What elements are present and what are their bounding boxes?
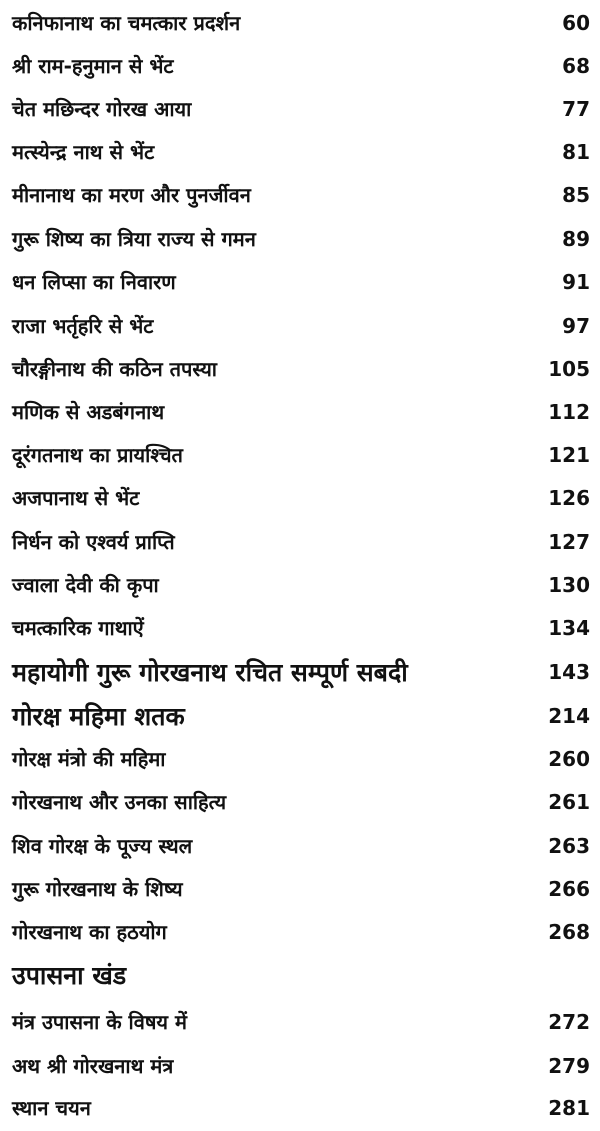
toc-entry-page: 91 bbox=[562, 270, 590, 294]
toc-row bbox=[12, 219, 590, 259]
toc-row bbox=[12, 869, 590, 909]
toc-entry-title: चौरङ्गीनाथ की कठिन तपस्या bbox=[12, 357, 217, 381]
toc-entry-title: गुरू शिष्य का त्रिया राज्य से गमन bbox=[12, 227, 256, 251]
toc-row bbox=[12, 392, 590, 432]
toc-entry-title: गुरू गोरखनाथ के शिष्य bbox=[12, 877, 183, 901]
toc-entry-title: महायोगी गुरू गोरखनाथ रचित सम्पूर्ण सबदी bbox=[12, 657, 408, 687]
toc-entry-title: मत्स्येन्द्र नाथ से भेंट bbox=[12, 140, 155, 164]
toc-entry-title: श्री राम-हनुमान से भेंट bbox=[12, 54, 174, 78]
toc-entry-page: 121 bbox=[548, 443, 590, 467]
toc-entry-title: शिव गोरक्ष के पूज्य स्थल bbox=[12, 834, 193, 858]
toc-entry-page: 112 bbox=[548, 400, 590, 424]
toc-entry-page: 97 bbox=[562, 314, 590, 338]
toc-entry-page: 272 bbox=[548, 1010, 590, 1034]
toc-row bbox=[12, 132, 590, 172]
toc-entry-page: 268 bbox=[548, 920, 590, 944]
toc-entry-page: 126 bbox=[548, 486, 590, 510]
toc-entry-page: 89 bbox=[562, 227, 590, 251]
toc-row bbox=[12, 565, 590, 605]
toc-row bbox=[12, 608, 590, 648]
toc-entry-title: चमत्कारिक गाथाऐं bbox=[12, 616, 144, 640]
toc-entry-title: गोरखनाथ और उनका साहित्य bbox=[12, 790, 227, 814]
toc-entry-title: मंत्र उपासना के विषय में bbox=[12, 1010, 187, 1034]
toc-entry-title: गोरखनाथ का हठयोग bbox=[12, 920, 167, 944]
toc-row bbox=[12, 522, 590, 562]
toc-entry-page: 81 bbox=[562, 140, 590, 164]
toc-entry-title: चेत मछिन्दर गोरख आया bbox=[12, 97, 192, 121]
toc-entry-page: 85 bbox=[562, 183, 590, 207]
toc-entry-page: 266 bbox=[548, 877, 590, 901]
toc-entry-title: मीनानाथ का मरण और पुनर्जीवन bbox=[12, 183, 251, 207]
toc-entry-title: मणिक से अडबंगनाथ bbox=[12, 400, 165, 424]
toc-entry-title: निर्धन को एश्वर्य प्राप्ति bbox=[12, 530, 175, 554]
toc-entry-title: गोरक्ष मंत्रो की महिमा bbox=[12, 747, 166, 771]
toc-row bbox=[12, 696, 590, 736]
toc-entry-page: 77 bbox=[562, 97, 590, 121]
toc-entry-page: 68 bbox=[562, 54, 590, 78]
toc-entry-page: 143 bbox=[548, 660, 590, 684]
toc-row bbox=[12, 3, 590, 43]
toc-entry-page: 134 bbox=[548, 616, 590, 640]
toc-entry-title: अथ श्री गोरखनाथ मंत्र bbox=[12, 1054, 174, 1078]
toc-entry-title: गोरक्ष महिमा शतक bbox=[12, 701, 185, 731]
toc-entry-title: अजपानाथ से भेंट bbox=[12, 486, 140, 510]
toc-row bbox=[12, 826, 590, 866]
toc-row bbox=[12, 435, 590, 475]
toc-row bbox=[12, 262, 590, 302]
toc-row bbox=[12, 652, 590, 692]
toc-entry-title: ज्वाला देवी की कृपा bbox=[12, 573, 159, 597]
toc-entry-title: स्थान चयन bbox=[12, 1096, 91, 1120]
toc-entry-title: कनिफानाथ का चमत्कार प्रदर्शन bbox=[12, 11, 241, 35]
toc-entry-page: 60 bbox=[562, 11, 590, 35]
toc-row bbox=[12, 478, 590, 518]
toc-row bbox=[12, 1002, 590, 1042]
toc-row bbox=[12, 349, 590, 389]
toc-row bbox=[12, 46, 590, 86]
toc-row bbox=[12, 782, 590, 822]
toc-entry-title: दूरंगतनाथ का प्रायश्चित bbox=[12, 443, 183, 467]
toc-row bbox=[12, 912, 590, 952]
toc-entry-page: 130 bbox=[548, 573, 590, 597]
toc-entry-page: 281 bbox=[548, 1096, 590, 1120]
toc-entry-title: राजा भर्तृहरि से भेंट bbox=[12, 314, 154, 338]
toc-entry-page: 127 bbox=[548, 530, 590, 554]
toc-entry-page: 105 bbox=[548, 357, 590, 381]
toc-row bbox=[12, 89, 590, 129]
toc-entry-page: 279 bbox=[548, 1054, 590, 1078]
toc-entry-page: 261 bbox=[548, 790, 590, 814]
toc-entry-page: 260 bbox=[548, 747, 590, 771]
toc-row bbox=[12, 175, 590, 215]
toc-entry-title: धन लिप्सा का निवारण bbox=[12, 270, 176, 294]
toc-row bbox=[12, 739, 590, 779]
toc-row bbox=[12, 1046, 590, 1086]
toc-row bbox=[12, 1088, 590, 1128]
toc-section-heading bbox=[12, 955, 590, 995]
toc-entry-page: 263 bbox=[548, 834, 590, 858]
toc-row bbox=[12, 306, 590, 346]
toc-entry-page: 214 bbox=[548, 704, 590, 728]
toc-section-title: उपासना खंड bbox=[12, 960, 127, 990]
